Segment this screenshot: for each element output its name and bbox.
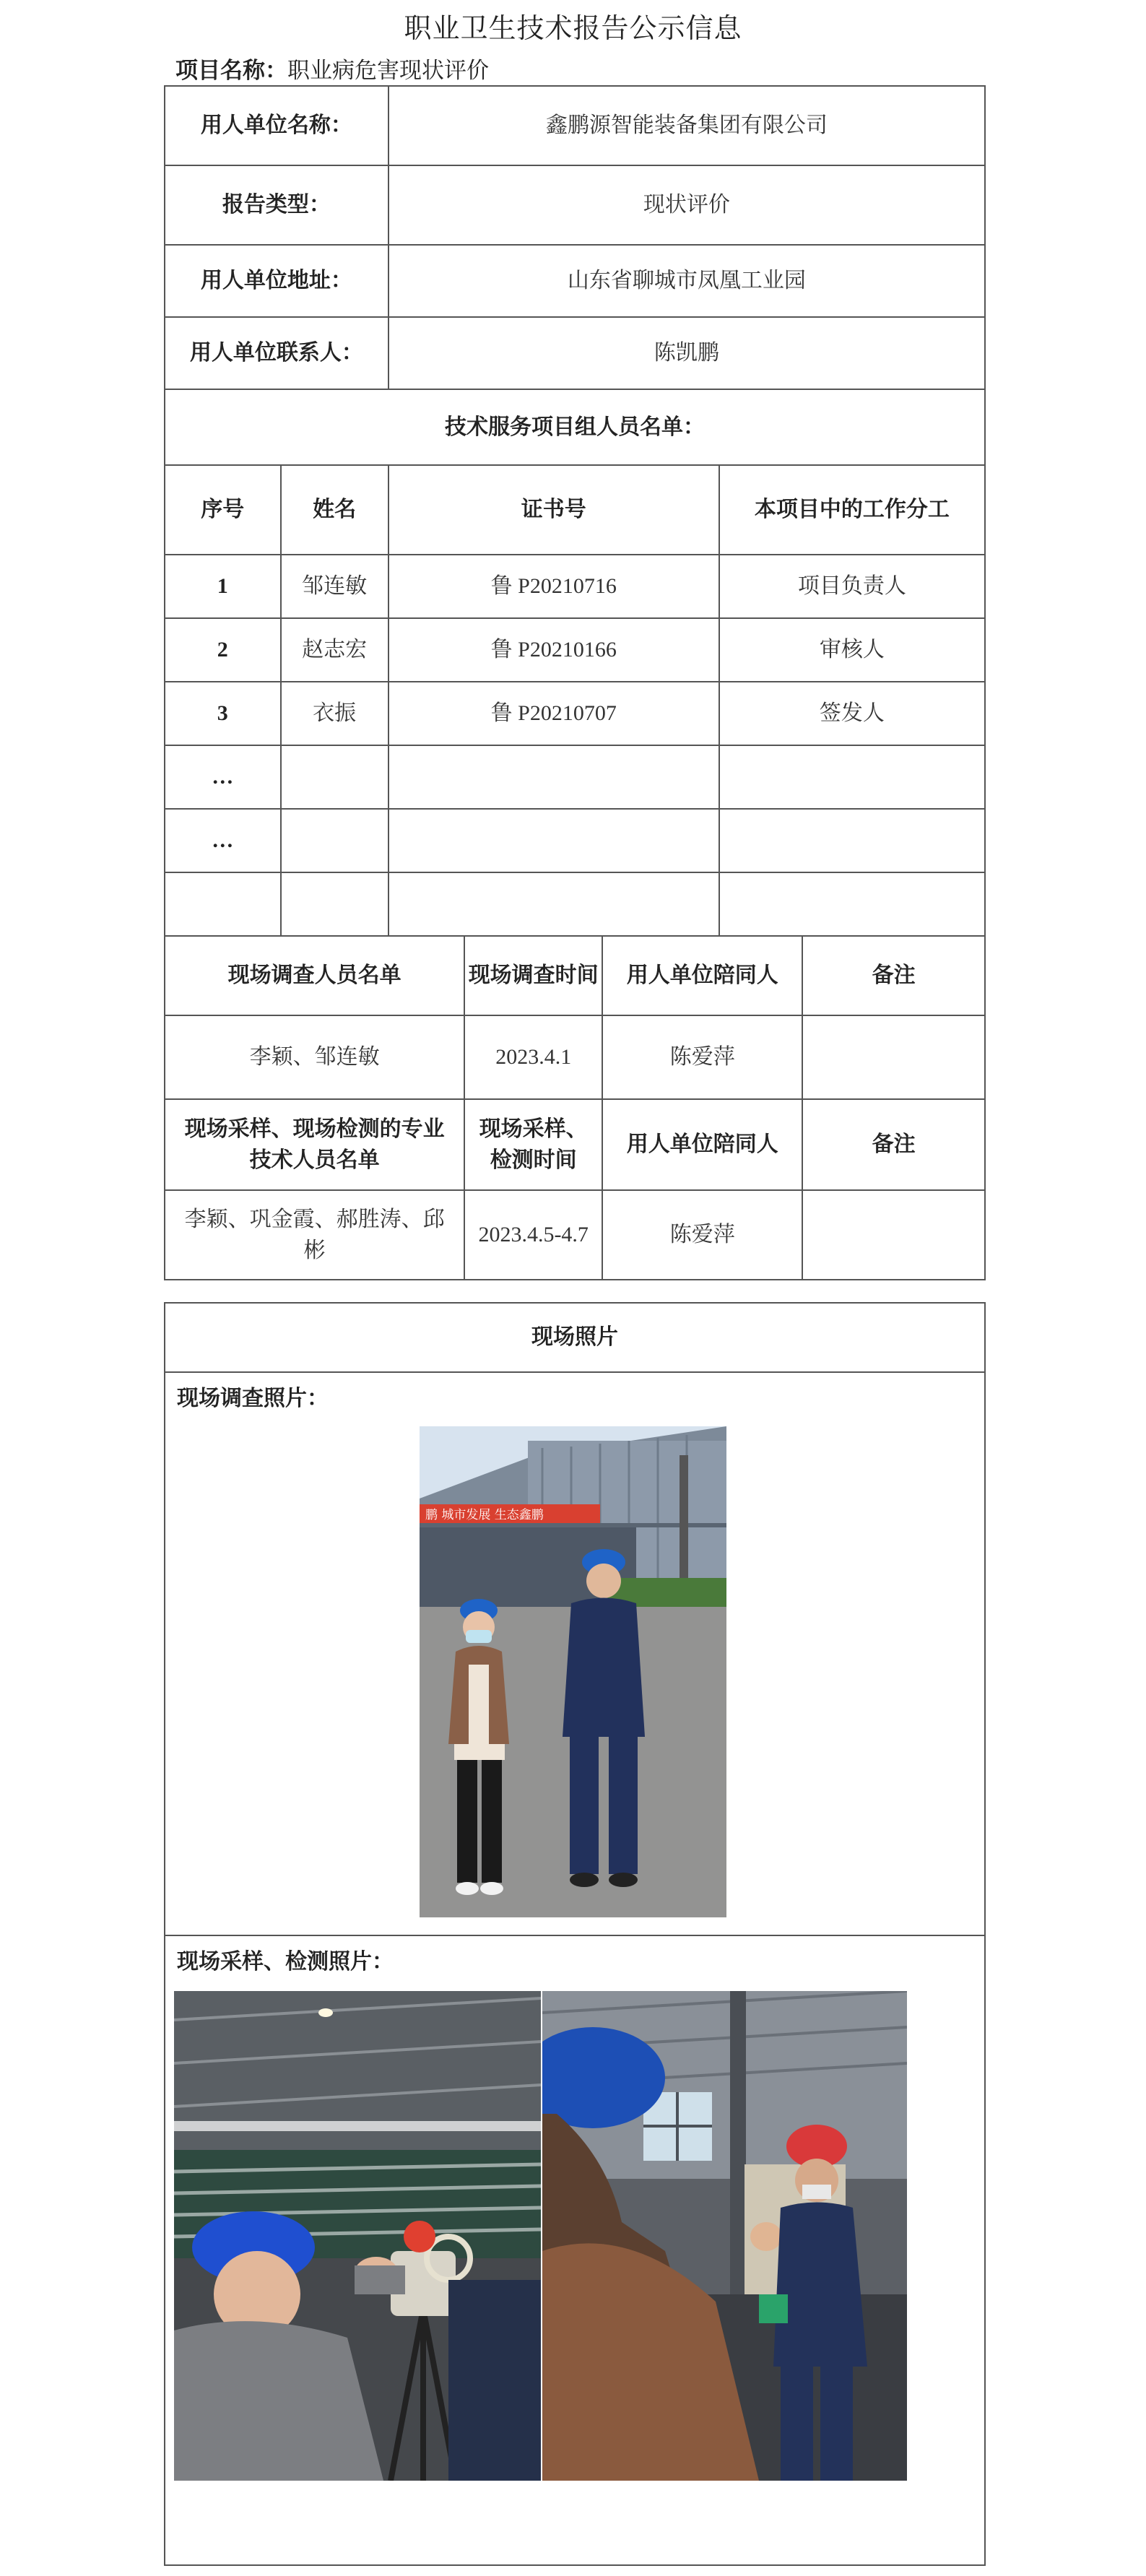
team-cell-index: …	[165, 745, 281, 809]
team-cell-role: 审核人	[719, 618, 985, 682]
survey-remark	[802, 1015, 985, 1099]
sampling-col-time: 现场采样、检测时间	[464, 1099, 602, 1190]
team-col-role: 本项目中的工作分工	[719, 465, 985, 555]
sampling-photo-label: 现场采样、检测照片：	[177, 1950, 394, 1974]
sampling-photo-right	[542, 1991, 907, 2481]
survey-photo-label: 现场调查照片：	[177, 1387, 329, 1410]
team-cell-role	[719, 872, 985, 936]
table-row	[165, 809, 985, 872]
survey-col-time: 现场调查时间	[464, 936, 602, 1015]
banner-text: 鹏 城市发展 生态鑫鹏	[425, 1508, 544, 1522]
team-cell-cert: 鲁 P20210707	[388, 682, 719, 745]
sampling-col-remark: 备注	[802, 1099, 985, 1190]
survey-col-remark: 备注	[802, 936, 985, 1015]
table-row	[165, 872, 985, 936]
sampling-photo-left	[174, 1991, 541, 2481]
team-col-name: 姓名	[281, 465, 388, 555]
project-name: 职业病危害现状评价	[287, 58, 489, 83]
table-row	[165, 682, 985, 745]
unit-name-value: 鑫鹏源智能装备集团有限公司	[388, 86, 985, 165]
survey-col-staff: 现场调查人员名单	[165, 936, 464, 1015]
team-cell-cert	[388, 872, 719, 936]
report-type-value: 现状评价	[388, 165, 985, 245]
team-cell-name: 邹连敏	[281, 555, 388, 618]
unit-name-label: 用人单位名称：	[165, 86, 388, 165]
page-title: 职业卫生技术报告公示信息	[404, 14, 742, 44]
team-cell-name: 赵志宏	[281, 618, 388, 682]
team-cell-role: 签发人	[719, 682, 985, 745]
table-row	[165, 745, 985, 809]
team-heading: 技术服务项目组人员名单：	[165, 389, 985, 465]
team-cell-role	[719, 745, 985, 809]
project-line	[175, 52, 489, 84]
team-cell-index: 2	[165, 618, 281, 682]
team-cell-name: 衣振	[281, 682, 388, 745]
team-cell-cert: 鲁 P20210166	[388, 618, 719, 682]
contact-value: 陈凯鹏	[388, 317, 985, 389]
team-col-cert: 证书号	[388, 465, 719, 555]
team-col-index: 序号	[165, 465, 281, 555]
report-info-table	[164, 85, 986, 1280]
contact-label: 用人单位联系人：	[165, 317, 388, 389]
survey-staff: 李颖、邹连敏	[165, 1015, 464, 1099]
team-cell-cert	[388, 745, 719, 809]
table-row	[165, 618, 985, 682]
report-type-label: 报告类型：	[165, 165, 388, 245]
survey-photo	[420, 1426, 726, 1917]
address-label: 用人单位地址：	[165, 245, 388, 317]
sampling-staff: 李颖、巩金霞、郝胜涛、邱彬	[165, 1190, 464, 1280]
sampling-remark	[802, 1190, 985, 1280]
sampling-time: 2023.4.5-4.7	[464, 1190, 602, 1280]
sampling-col-staff: 现场采样、现场检测的专业技术人员名单	[165, 1099, 464, 1190]
project-label: 项目名称：	[175, 58, 287, 83]
team-cell-role	[719, 809, 985, 872]
team-cell-index: …	[165, 809, 281, 872]
table-row	[165, 555, 985, 618]
sampling-col-escort: 用人单位陪同人	[602, 1099, 802, 1190]
team-cell-name	[281, 745, 388, 809]
survey-time: 2023.4.1	[464, 1015, 602, 1099]
address-value: 山东省聊城市凤凰工业园	[388, 245, 985, 317]
team-cell-index: 1	[165, 555, 281, 618]
sampling-escort: 陈爱萍	[602, 1190, 802, 1280]
team-cell-cert: 鲁 P20210716	[388, 555, 719, 618]
team-cell-index: 3	[165, 682, 281, 745]
team-cell-index	[165, 872, 281, 936]
survey-col-escort: 用人单位陪同人	[602, 936, 802, 1015]
team-cell-cert	[388, 809, 719, 872]
photos-heading: 现场照片	[165, 1303, 985, 1372]
team-cell-name	[281, 872, 388, 936]
team-cell-name	[281, 809, 388, 872]
team-cell-role: 项目负责人	[719, 555, 985, 618]
survey-escort: 陈爱萍	[602, 1015, 802, 1099]
